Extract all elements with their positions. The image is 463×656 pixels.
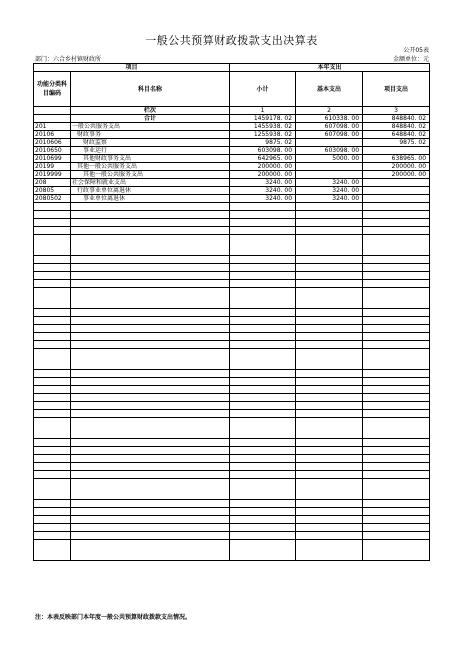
- empty-row: [34, 280, 430, 288]
- row-name: 财政监察: [71, 139, 230, 147]
- row-basic: [296, 171, 363, 179]
- empty-row: [34, 333, 430, 341]
- row-subtotal: 3240. 00: [230, 195, 296, 203]
- empty-row: [34, 288, 430, 309]
- header-row: [34, 72, 430, 107]
- empty-row: [34, 370, 430, 378]
- row-subtotal: 3240. 00: [230, 187, 296, 195]
- index-label: 栏次: [71, 107, 230, 115]
- empty-row: [34, 463, 430, 471]
- row-code: 2010650: [34, 147, 71, 155]
- empty-row: [34, 418, 430, 439]
- index-row: [34, 107, 430, 115]
- row-subtotal: 200000. 00: [230, 171, 296, 179]
- row-code: 201: [34, 123, 71, 131]
- empty-row: [34, 235, 430, 256]
- index-c3: 3: [363, 107, 430, 115]
- empty-row: [34, 211, 430, 219]
- row-subtotal: 1455938. 02: [230, 123, 296, 131]
- empty-row: [34, 402, 430, 410]
- empty-row: [34, 272, 430, 280]
- row-name: 其他一般公共服务支出: [71, 163, 230, 171]
- table-row: [34, 179, 430, 187]
- table-row: [34, 155, 430, 163]
- row-basic: 5000. 00: [296, 155, 363, 163]
- total-project: 848840. 02: [363, 115, 430, 123]
- empty-row: [34, 471, 430, 479]
- row-basic: 607098. 00: [296, 123, 363, 131]
- unit-label: 金额单位：元: [392, 56, 429, 63]
- row-name: 其他一般公共服务支出: [71, 171, 230, 179]
- empty-row: [34, 317, 430, 325]
- empty-row: [34, 341, 430, 349]
- table-row: [34, 187, 430, 195]
- row-basic: 3240. 00: [296, 195, 363, 203]
- header-row-top: [34, 64, 430, 72]
- row-subtotal: 603098. 00: [230, 147, 296, 155]
- header-code: 功能分类科目编码: [34, 72, 71, 107]
- empty-row: [34, 540, 430, 561]
- empty-row: [34, 386, 430, 394]
- empty-row: [34, 378, 430, 386]
- header-current-year: 本年支出: [230, 64, 430, 72]
- row-subtotal: 642965. 00: [230, 155, 296, 163]
- empty-row: [34, 532, 430, 540]
- row-basic: 607098. 00: [296, 131, 363, 139]
- expenditure-table: [33, 63, 430, 561]
- total-basic: 610338. 00: [296, 115, 363, 123]
- header-name: 科目名称: [71, 72, 230, 107]
- empty-row: [34, 447, 430, 455]
- total-row: [34, 115, 430, 123]
- table-row: [34, 139, 430, 147]
- empty-row: [34, 219, 430, 227]
- row-basic: 603098. 00: [296, 147, 363, 155]
- empty-row: [34, 508, 430, 516]
- row-project: [363, 179, 430, 187]
- table-row: [34, 163, 430, 171]
- row-basic: 3240. 00: [296, 179, 363, 187]
- row-basic: [296, 163, 363, 171]
- row-code: 2019999: [34, 171, 71, 179]
- empty-row: [34, 394, 430, 402]
- table-row: [34, 123, 430, 131]
- row-project: 200000. 00: [363, 171, 430, 179]
- row-subtotal: 200000. 00: [230, 163, 296, 171]
- empty-row: [34, 264, 430, 272]
- total-subtotal: 1459178. 02: [230, 115, 296, 123]
- row-project: 9875. 02: [363, 139, 430, 147]
- empty-row: [34, 256, 430, 264]
- empty-row: [34, 410, 430, 418]
- empty-row: [34, 500, 430, 508]
- row-name: 事业运行: [71, 147, 230, 155]
- table-row: [34, 195, 430, 203]
- row-code: 20199: [34, 163, 71, 171]
- row-subtotal: 3240. 00: [230, 179, 296, 187]
- row-name: 其他财政事务支出: [71, 155, 230, 163]
- row-code: 2010606: [34, 139, 71, 147]
- header-project: 项目: [34, 64, 230, 72]
- row-code: 2010699: [34, 155, 71, 163]
- empty-row: [34, 439, 430, 447]
- department-label: 部门：六合乡村镇财政所: [35, 56, 102, 63]
- row-name: 财政事务: [71, 131, 230, 139]
- row-code: 208: [34, 179, 71, 187]
- footnote: 注：本表反映部门本年度一般公共预算财政拨款支出情况。: [35, 614, 192, 621]
- empty-row: [34, 227, 430, 235]
- row-name: 一般公共服务支出: [71, 123, 230, 131]
- row-project: 848840. 02: [363, 123, 430, 131]
- page-title: 一般公共预算财政拨款支出决算表: [145, 34, 318, 47]
- empty-row: [34, 479, 430, 500]
- row-basic: [296, 139, 363, 147]
- index-c1: 1: [230, 107, 296, 115]
- row-project: [363, 195, 430, 203]
- row-subtotal: 1255938. 02: [230, 131, 296, 139]
- table-row: [34, 171, 430, 179]
- row-name: 社会保障和就业支出: [71, 179, 230, 187]
- header-subtotal: 小计: [230, 72, 296, 107]
- index-c2: 2: [296, 107, 363, 115]
- row-project: 200000. 00: [363, 163, 430, 171]
- empty-row: [34, 203, 430, 211]
- empty-row: [34, 349, 430, 370]
- empty-row: [34, 524, 430, 532]
- row-basic: 3240. 00: [296, 187, 363, 195]
- row-subtotal: 9875. 02: [230, 139, 296, 147]
- total-label: 合计: [71, 115, 230, 123]
- row-code: 20106: [34, 131, 71, 139]
- row-project: 648840. 02: [363, 131, 430, 139]
- empty-row: [34, 309, 430, 317]
- row-name: 行政事业单位离退休: [71, 187, 230, 195]
- row-project: 638965. 00: [363, 155, 430, 163]
- row-project: [363, 187, 430, 195]
- table-code: 公开05表: [403, 47, 429, 54]
- empty-row: [34, 455, 430, 463]
- table-row: [34, 147, 430, 155]
- row-name: 事业单位离退休: [71, 195, 230, 203]
- row-code: 20805: [34, 187, 71, 195]
- row-code: 2080502: [34, 195, 71, 203]
- row-project: [363, 147, 430, 155]
- empty-row: [34, 325, 430, 333]
- header-project-exp: 项目支出: [363, 72, 430, 107]
- empty-row: [34, 516, 430, 524]
- table-row: [34, 131, 430, 139]
- header-basic: 基本支出: [296, 72, 363, 107]
